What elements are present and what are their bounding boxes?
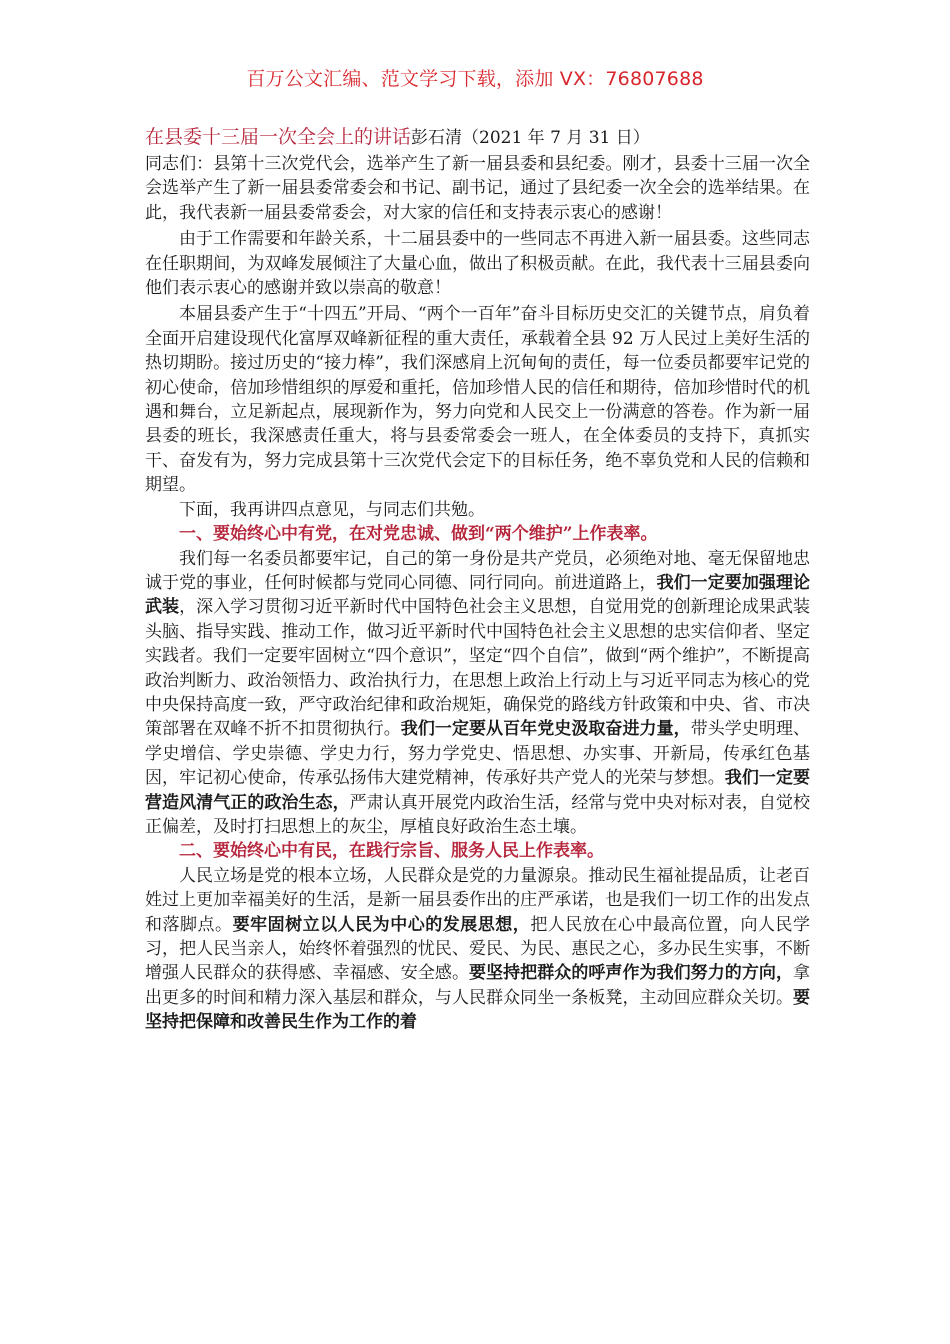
section-1-text-d: 带头学史明理、学史增信、学史崇德、学史力行，努力学党史、悟思想、办实事、开新局，传承红色基因，牢记初心使命，传承弘扬伟大建党精神，传承好共产党人的光荣与梦想。 xyxy=(145,719,811,789)
speech-document xyxy=(145,124,810,1035)
title-line xyxy=(145,124,810,152)
paragraph-thanks: 由于工作需要和年龄关系，十二届县委中的一些同志不再进入新一届县委。这些同志在任职期间，为双峰发展倾注了大量心血，做出了积极贡献。在此，我代表十三届县委向他们表示衷心的感谢并致以崇高的敬意！ xyxy=(145,229,810,299)
section-2-text-d: 拿出更多的时间和精力深入基层和群众，与人民群众同坐一条板凳，主动回应群众关切。 xyxy=(145,963,810,1008)
section-2-emphasis-3: 要坚持把保障和改善民生作为工作的着 xyxy=(145,987,810,1033)
download-banner: 百万公文汇编、范文学习下载，添加 VX：76807688 xyxy=(246,68,704,90)
paragraph-opening: 同志们：县第十三次党代会，选举产生了新一届县委和县纪委。刚才，县委十三届一次全会选举产生了新一届县委常委会和书记、副书记，通过了县纪委一次全会的选举结果。在此，我代表新一届县委常委会，对大家的信任和支持表示衷心的感谢！ xyxy=(145,154,810,223)
section-1-emphasis-2: 我们一定要从百年党史汲取奋进力量， xyxy=(400,719,691,740)
paragraph-background: 本届县委产生于“十四五”开局、“两个一百年”奋斗目标历史交汇的关键节点，肩负着全面开启建设现代化富厚双峰新征程的重大责任，承载着全县 92 万人民过上美好生活的热切期盼。接过历史的“接力棒”，我们深感肩上沉甸甸的责任，每一位委员都要牢记党的初心使命，倍加珍惜组织的厚爱和重托，倍加珍惜人民的信任和期待，倍加珍惜时代的机遇和舞台，立足新起点，展现新作为，努力向党和人民交上一份满意的答卷。作为新一届县委的班长，我深感责任重大，将与县委常委会一班人，在全体委员的支持下，真抓实干、奋发有为，努力完成县第十三次党代会定下的目标任务，绝不辜负党和人民的信赖和期望。 xyxy=(145,304,810,496)
paragraph-section-2 xyxy=(145,864,810,1035)
section-heading-2: 二、要始终心中有民，在践行宗旨、服务人民上作表率。 xyxy=(179,841,604,862)
section-1-emphasis-1: 我们一定要加强理论武装 xyxy=(145,572,810,618)
paragraph-section-1 xyxy=(145,547,810,840)
section-2-emphasis-1: 要牢固树立以人民为中心的发展思想， xyxy=(232,914,531,935)
section-1-text-a: 我们每一名委员都要牢记，自己的第一身份是共产党员，必须绝对地、毫无保留地忠诚于党的事业，任何时候都与党同心同德、同行同向。前进道路上， xyxy=(145,548,810,593)
section-2-text-a: 人民立场是党的根本立场，人民群众是党的力量源泉。推动民生福祉提品质，让老百姓过上更加幸福美好的生活，是新一届县委作出的庄严承诺，也是我们一切工作的出发点和落脚点。 xyxy=(145,865,810,935)
speech-title: 在县委十三届一次全会上的讲话 xyxy=(145,126,412,148)
section-heading-1: 一、要始终心中有党，在对党忠诚、做到“两个维护”上作表率。 xyxy=(179,524,658,545)
section-1-emphasis-3: 我们一定要营造风清气正的政治生态， xyxy=(145,768,811,813)
section-1-text-c: ，深入学习贯彻习近平新时代中国特色社会主义思想，自觉用党的创新理论成果武装头脑、指导实践、推动工作，做习近平新时代中国特色社会主义思想的忠实信仰者、坚定实践者。我们一定要牢固树立“四个意识”，坚定“四个自信”，做到“两个维护”，不断提高政治判断力、政治领悟力、政治执行力，在思想上政治上行动上与习近平同志为核心的党中央保持高度一致，严守政治纪律和政治规矩，确保党的路线方针政策和中央、省、市决策部署在双峰不折不扣贯彻执行。 xyxy=(145,597,811,740)
paragraph-transition: 下面，我再讲四点意见，与同志们共勉。 xyxy=(179,499,485,520)
section-1-text-e: 严肃认真开展党内政治生活，经常与党中央对标对表，自觉校正偏差，及时打扫思想上的灰尘，厚植良好政治生态土壤。 xyxy=(145,792,811,837)
author-date: 彭石清（2021 年 7 月 31 日） xyxy=(411,128,650,148)
section-2-emphasis-2: 要坚持把群众的呼声作为我们努力的方向， xyxy=(469,963,793,984)
section-2-text-c: 把人民放在心中最高位置，向人民学习，把人民当亲人，始终怀着强烈的忧民、爱民、为民、惠民之心，多办民生实事，不断增强人民群众的获得感、幸福感、安全感。 xyxy=(145,914,811,984)
